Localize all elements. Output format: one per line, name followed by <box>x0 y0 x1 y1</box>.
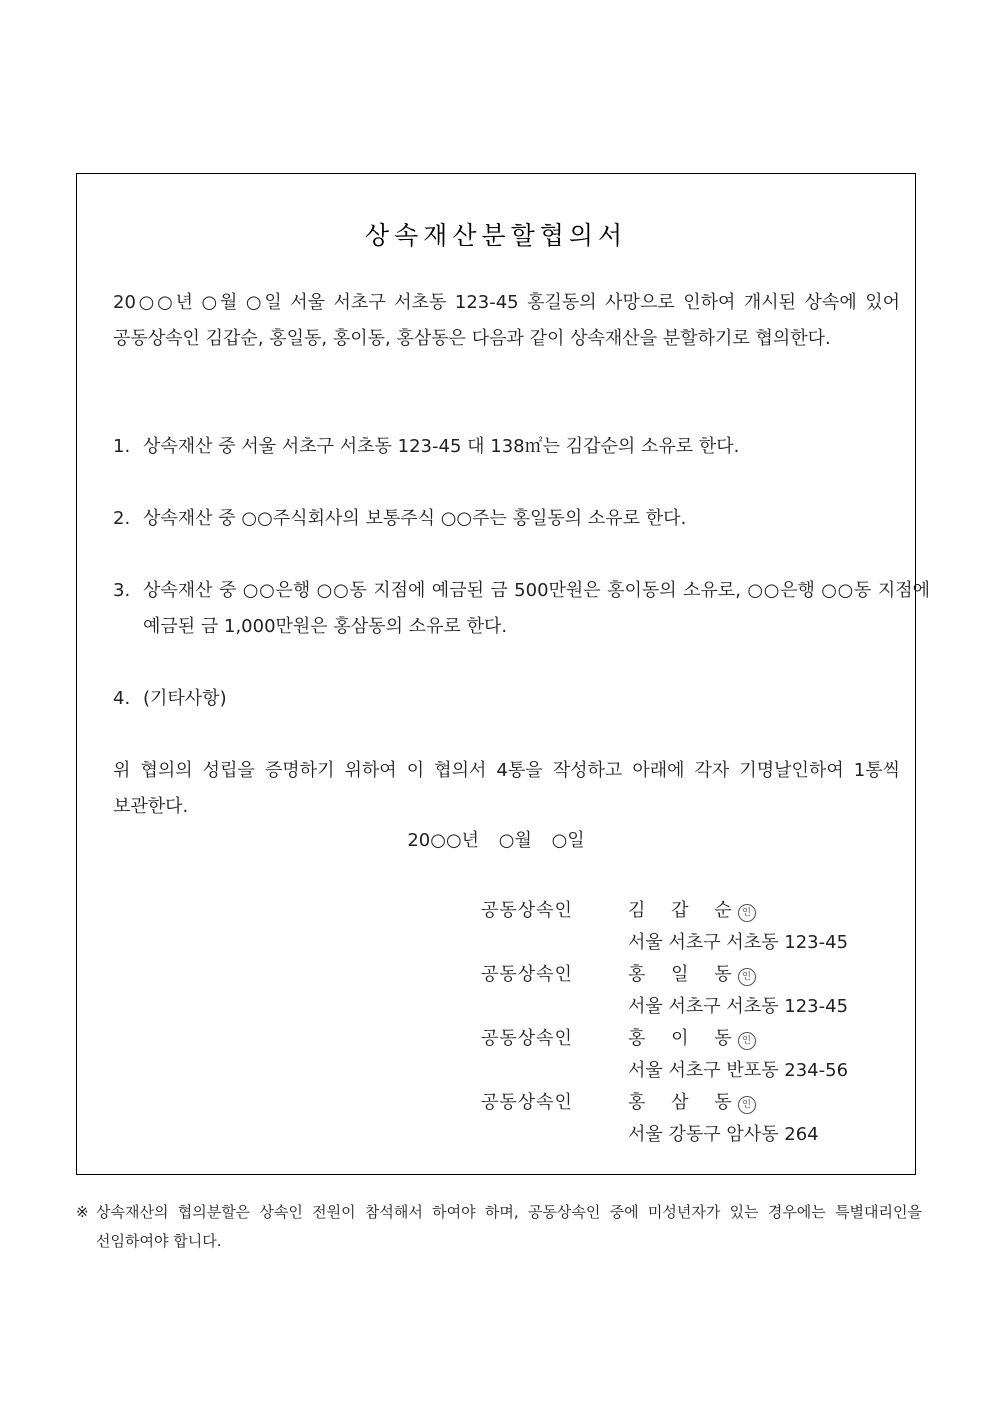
item-number: 3. <box>113 580 131 601</box>
party-name <box>628 1024 756 1050</box>
footnote <box>76 1198 922 1256</box>
party-label: 공동상속인 <box>481 964 573 985</box>
party-name <box>628 1088 756 1114</box>
item-text: 상속재산 중 서울 서초구 서초동 123-45 대 138㎡는 김갑순의 소유로 한다. <box>143 436 740 457</box>
list-item-4 <box>113 681 900 717</box>
closing-paragraph: 위 협의의 성립을 증명하기 위하여 이 협의서 4통을 작성하고 아래에 각자 기명날인하여 1통씩 보관한다. <box>113 760 900 817</box>
seal-icon: 인 <box>738 968 756 986</box>
party-name <box>628 896 756 922</box>
party-name <box>628 960 756 986</box>
party-label: 공동상속인 <box>481 900 573 921</box>
item-text: 상속재산 중 ○○은행 ○○동 지점에 예금된 금 500만원은 홍이동의 소유로, ○○은행 ○○동 지점에 예금된 금 1,000만원은 홍삼동의 소유로 한다. <box>143 580 930 637</box>
party-name-text: 김 갑 순 <box>628 900 742 921</box>
seal-icon: 인 <box>738 904 756 922</box>
seal-icon: 인 <box>738 1032 756 1050</box>
item-text: (기타사항) <box>143 688 227 709</box>
item-text: 상속재산 중 ○○주식회사의 보통주식 ○○주는 홍일동의 소유로 한다. <box>143 508 687 529</box>
party-name-text: 홍 삼 동 <box>628 1092 742 1113</box>
party-address: 서울 서초구 반포동 234-56 <box>628 1060 849 1081</box>
document-title: 상속재산분할협의서 <box>364 221 628 250</box>
party-address: 서울 강동구 암사동 264 <box>628 1124 819 1145</box>
item-number: 1. <box>113 436 131 457</box>
reference-mark-icon: ※ <box>76 1203 89 1221</box>
party-name-text: 홍 이 동 <box>628 1028 742 1049</box>
party-address: 서울 서초구 서초동 123-45 <box>628 996 849 1017</box>
party-label: 공동상속인 <box>481 1028 573 1049</box>
item-number: 4. <box>113 688 131 709</box>
agreement-document <box>76 173 930 1175</box>
party-name-text: 홍 일 동 <box>628 964 742 985</box>
party-label: 공동상속인 <box>481 1092 573 1113</box>
list-item-2 <box>113 501 900 537</box>
intro-paragraph: 20○○년 ○월 ○일 서울 서초구 서초동 123-45 홍길동의 사망으로 인하여 개시된 상속에 있어 공동상속인 김갑순, 홍일동, 홍이동, 홍삼동은 다음과 같이 상속재산을 분할하기로 협의한다. <box>113 292 900 349</box>
list-item-1 <box>113 429 900 465</box>
list-item-3 <box>113 573 930 645</box>
seal-icon: 인 <box>738 1096 756 1114</box>
party-address: 서울 서초구 서초동 123-45 <box>628 932 849 953</box>
signing-date: 20○○년 ○월 ○일 <box>407 830 585 851</box>
item-number: 2. <box>113 508 131 529</box>
footnote-text: 상속재산의 협의분할은 상속인 전원이 참석해서 하여야 하며, 공동상속인 중에 미성년자가 있는 경우에는 특별대리인을 선임하여야 합니다. <box>96 1203 922 1250</box>
